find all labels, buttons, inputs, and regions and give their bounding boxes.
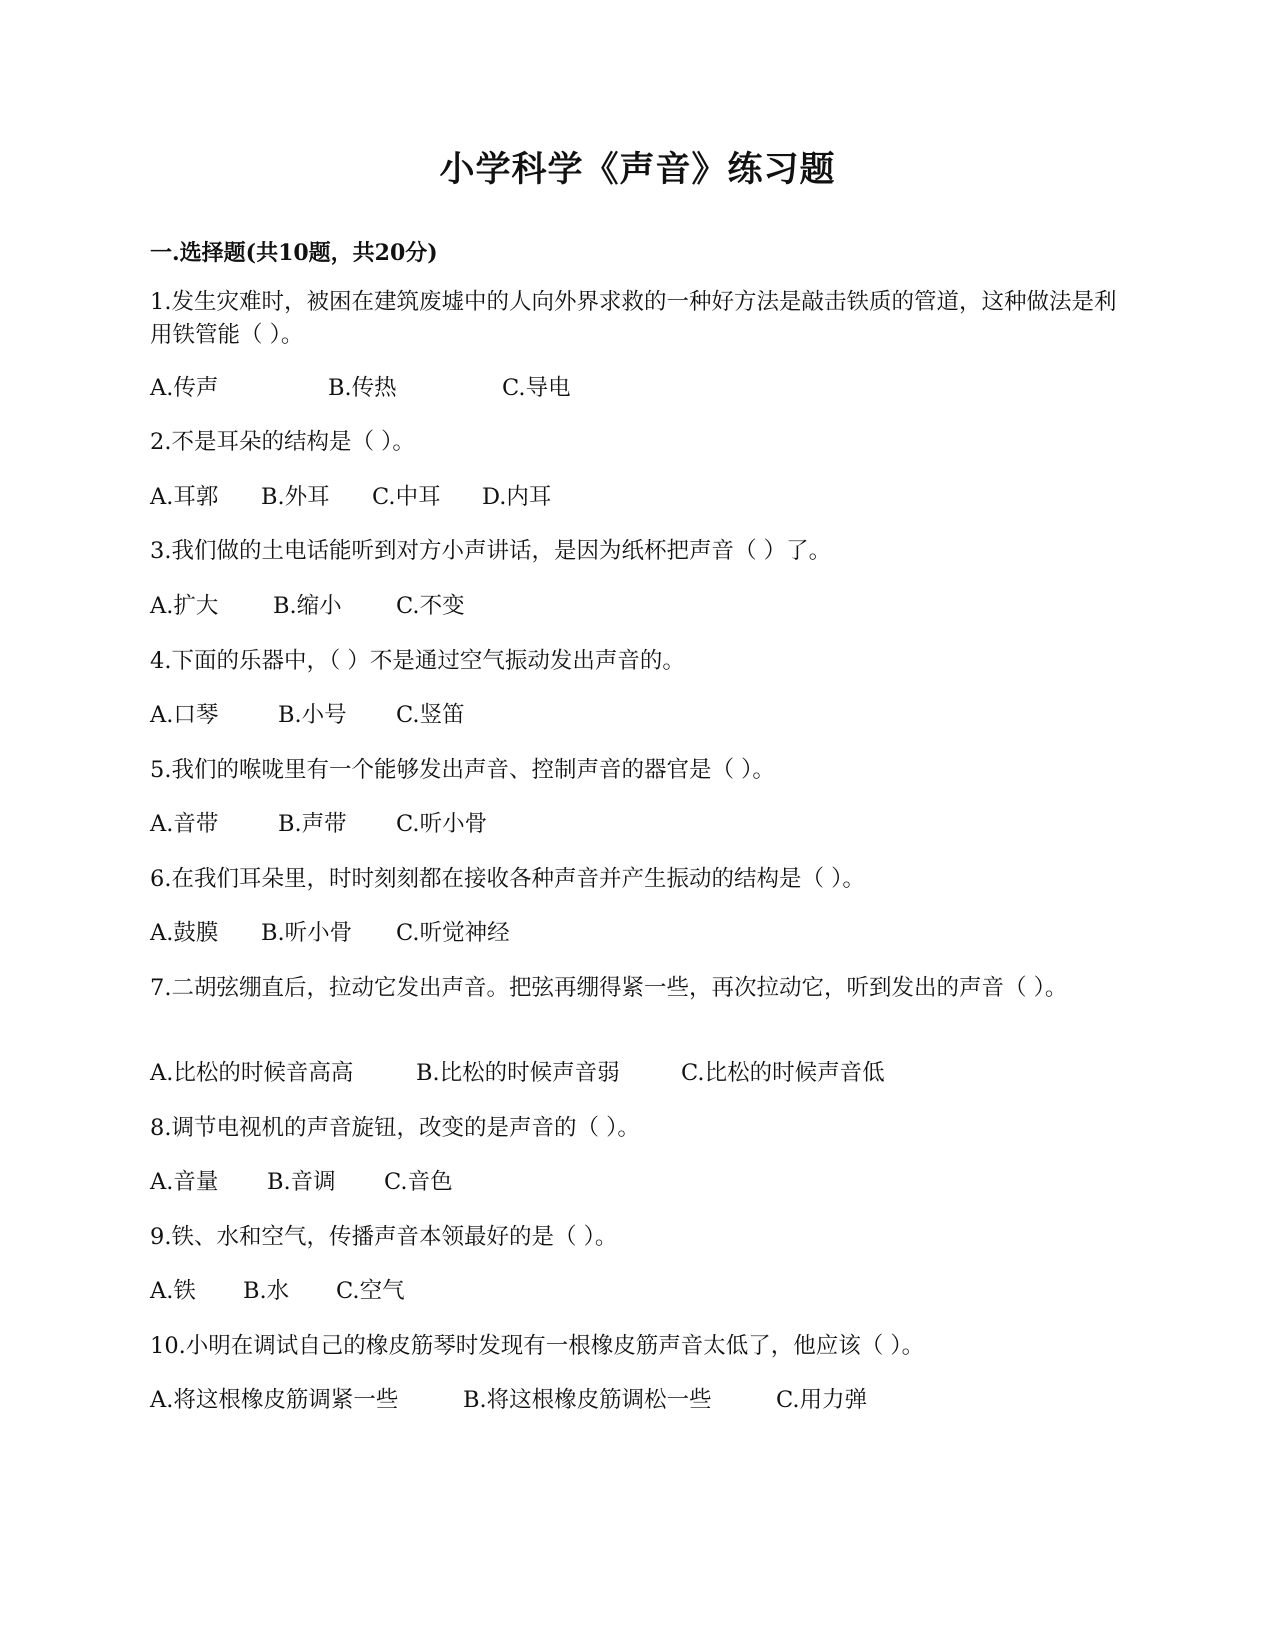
question-6 [150, 863, 1125, 896]
question-9 [150, 1221, 1125, 1254]
question-text: 4.下面的乐器中，（ ）不是通过空气振动发出声音的。 [150, 648, 685, 674]
question-text: 6.在我们耳朵里，时时刻刻都在接收各种声音并产生振动的结构是（ ）。 [150, 866, 865, 892]
question-4 [150, 645, 1125, 678]
option-c: C.比松的时候声音低 [681, 1060, 885, 1086]
question-1-options [150, 372, 1125, 404]
option-b: B.水 [243, 1278, 290, 1304]
option-c: C.音色 [384, 1169, 453, 1195]
option-a: A.鼓膜 [150, 920, 219, 946]
option-b: B.声带 [278, 811, 347, 837]
question-3-options [150, 590, 1125, 622]
option-c: C.用力弹 [776, 1387, 868, 1413]
question-5 [150, 754, 1125, 787]
question-7 [150, 972, 1125, 1005]
option-a: A.口琴 [150, 702, 219, 728]
option-a: A.传声 [150, 375, 219, 401]
question-2-options [150, 481, 1125, 513]
option-a: A.音带 [150, 811, 219, 837]
question-10-options [150, 1384, 1125, 1416]
question-text: 10.小明在调试自己的橡皮筋琴时发现有一根橡皮筋声音太低了，他应该（ ）。 [150, 1333, 925, 1359]
question-text: 7.二胡弦绷直后，拉动它发出声音。把弦再绷得紧一些，再次拉动它，听到发出的声音（ ）。 [150, 975, 1068, 1001]
question-7-options [150, 1057, 1125, 1089]
option-b: B.听小骨 [261, 920, 353, 946]
section-heading: 一.选择题(共10题，共20分) [150, 240, 438, 266]
option-c: C.竖笛 [396, 702, 465, 728]
option-c: C.听觉神经 [396, 920, 510, 946]
question-3 [150, 535, 1125, 568]
option-b: B.小号 [278, 702, 347, 728]
option-b: B.外耳 [261, 484, 330, 510]
question-text: 9.铁、水和空气，传播声音本领最好的是（ ）。 [150, 1224, 618, 1250]
question-4-options [150, 699, 1125, 731]
question-text: 8.调节电视机的声音旋钮，改变的是声音的（ ）。 [150, 1115, 640, 1141]
question-text: 2.不是耳朵的结构是（ ）。 [150, 429, 415, 455]
question-8-options [150, 1166, 1125, 1198]
question-text: 1.发生灾难时，被困在建筑废墟中的人向外界求救的一种好方法是敲击铁质的管道，这种做法是利用铁管能（ ）。 [150, 289, 1117, 348]
question-8 [150, 1112, 1125, 1145]
question-6-options [150, 917, 1125, 949]
option-d: D.内耳 [482, 484, 552, 510]
option-c: C.导电 [502, 375, 571, 401]
option-c: C.听小骨 [396, 811, 488, 837]
option-b: B.缩小 [273, 593, 342, 619]
option-a: A.铁 [150, 1278, 196, 1304]
option-b: B.比松的时候声音弱 [416, 1060, 620, 1086]
option-b: B.传热 [328, 375, 397, 401]
option-a: A.扩大 [150, 593, 219, 619]
option-a: A.比松的时候音高高 [150, 1060, 354, 1086]
option-c: C.中耳 [372, 484, 441, 510]
question-2 [150, 426, 1125, 459]
question-1 [150, 286, 1125, 352]
option-a: A.耳郭 [150, 484, 219, 510]
question-10 [150, 1330, 1125, 1363]
question-text: 3.我们做的土电话能听到对方小声讲话，是因为纸杯把声音（ ）了。 [150, 538, 832, 564]
document-title: 小学科学《声音》练习题 [439, 149, 836, 190]
question-text: 5.我们的喉咙里有一个能够发出声音、控制声音的器官是（ ）。 [150, 757, 775, 783]
option-c: C.不变 [396, 593, 465, 619]
option-c: C.空气 [336, 1278, 405, 1304]
question-9-options [150, 1275, 1125, 1307]
option-b: B.将这根橡皮筋调松一些 [463, 1387, 712, 1413]
option-a: A.音量 [150, 1169, 219, 1195]
question-5-options [150, 808, 1125, 840]
option-a: A.将这根橡皮筋调紧一些 [150, 1387, 399, 1413]
option-b: B.音调 [267, 1169, 336, 1195]
